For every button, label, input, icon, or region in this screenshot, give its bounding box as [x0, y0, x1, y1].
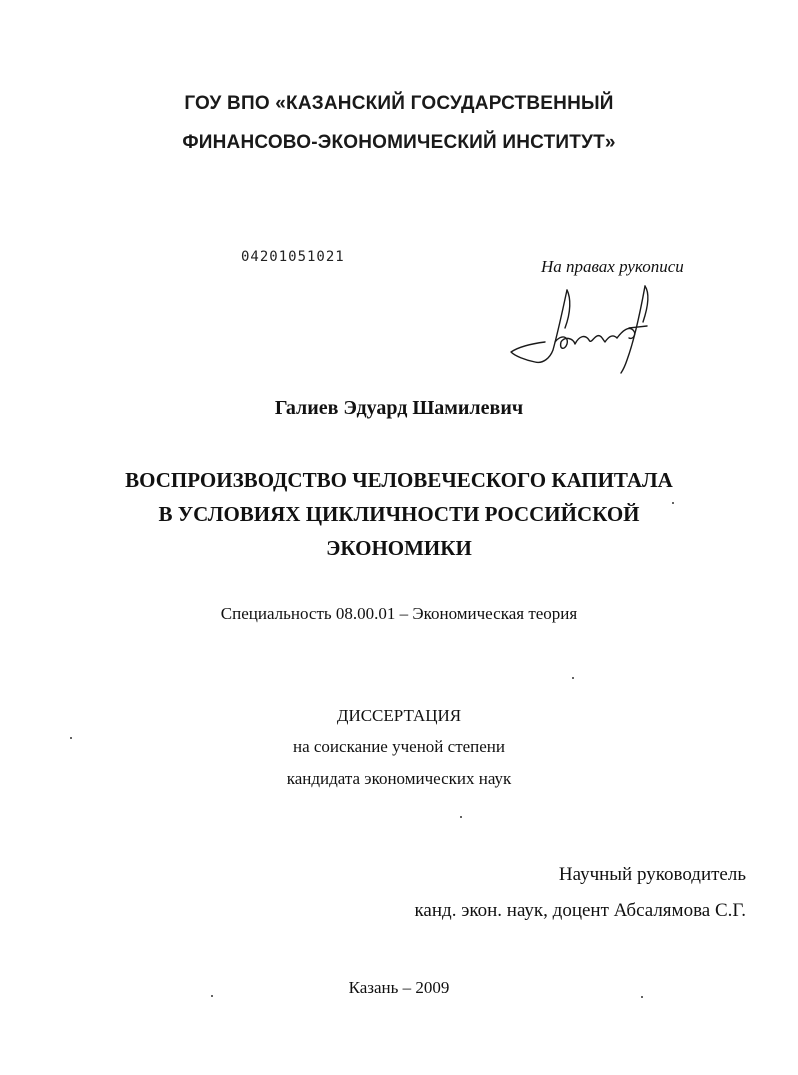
place-year: Казань – 2009 — [348, 978, 450, 997]
degree-line-2: кандидата экономических наук — [286, 769, 512, 788]
catalog-code: 04201051021 — [241, 249, 345, 265]
scan-speck — [641, 996, 643, 998]
title-line: ЭКОНОМИКИ — [326, 536, 472, 560]
supervisor-name: канд. экон. наук, доцент Абсалямова С.Г. — [414, 900, 746, 921]
scan-speck — [460, 816, 462, 818]
dissertation-title — [0, 463, 798, 565]
manuscript-rights: На правах рукописи — [541, 257, 684, 276]
scan-speck — [211, 995, 213, 997]
scan-speck — [672, 502, 674, 504]
supervisor-label: Научный руководитель — [558, 864, 746, 885]
degree-line-1: на соискание ученой степени — [292, 737, 506, 756]
scan-speck — [70, 737, 72, 739]
dissertation-heading: ДИССЕРТАЦИЯ — [336, 706, 462, 725]
institution-line-1: ГОУ ВПО «КАЗАНСКИЙ ГОСУДАРСТВЕННЫЙ — [184, 93, 614, 114]
institution-line-2: ФИНАНСОВО-ЭКОНОМИЧЕСКИЙ ИНСТИТУТ» — [182, 132, 616, 153]
signature-image — [505, 278, 655, 378]
title-line: В УСЛОВИЯХ ЦИКЛИЧНОСТИ РОССИЙСКОЙ — [158, 502, 640, 526]
scan-speck — [572, 677, 574, 679]
author-name: Галиев Эдуард Шамилевич — [274, 397, 524, 419]
specialty: Специальность 08.00.01 – Экономическая теория — [220, 604, 578, 623]
title-line: ВОСПРОИЗВОДСТВО ЧЕЛОВЕЧЕСКОГО КАПИТАЛА — [125, 468, 673, 492]
